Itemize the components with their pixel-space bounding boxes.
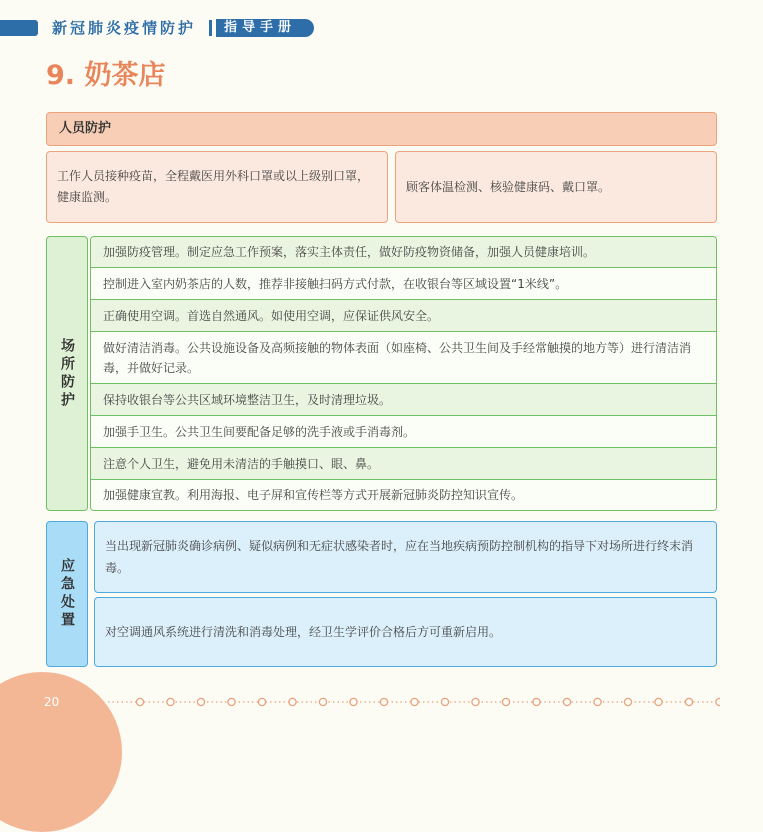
venue-section-label (46, 236, 88, 511)
list-item-text: 保持收银台等公共区域环境整洁卫生，及时清理垃圾。 (103, 392, 392, 407)
header-divider (209, 20, 212, 36)
emergency-item-ventilation (94, 597, 717, 667)
personnel-section-heading: 人员防护 (46, 112, 717, 146)
list-item (91, 332, 716, 384)
list-item-text: 控制进入室内奶茶店的人数，推荐非接触扫码方式付款，在收银台等区域设置“1米线”。 (103, 276, 568, 291)
footer-dot (533, 698, 540, 705)
footer-dot (502, 698, 509, 705)
list-item (91, 237, 716, 268)
page-number: 20 (44, 695, 60, 709)
footer-dot (411, 698, 418, 705)
list-item-text: 对空调通风系统进行清洗和消毒处理，经卫生学评价合格后方可重新启用。 (105, 625, 502, 639)
footer-dot (258, 698, 265, 705)
venue-label-text: 场所防护 (59, 337, 75, 410)
page-number-circle (0, 672, 122, 832)
footer-dot (319, 698, 326, 705)
page-title: 9. 奶茶店 (46, 60, 166, 91)
list-item-text: 注意个人卫生，避免用未清洁的手触摸口、眼、鼻。 (103, 456, 380, 471)
list-item-text: 当出现新冠肺炎确诊病例、疑似病例和无症状感染者时，应在当地疾病预防控制机构的指导下对场所进行终末消毒。 (105, 539, 694, 575)
header-accent-bar (0, 20, 38, 36)
footer-dot (716, 698, 720, 705)
footer-dot (289, 698, 296, 705)
list-item-text: 加强健康宣教。利用海报、电子屏和宣传栏等方式开展新冠肺炎防控知识宣传。 (103, 488, 524, 502)
footer-dot (624, 698, 631, 705)
list-item-text: 加强防疫管理。制定应急工作预案，落实主体责任，做好防疫物资储备，加强人员健康培训。 (103, 245, 596, 259)
list-item (91, 384, 716, 416)
list-item (91, 448, 716, 480)
header-title: 新冠肺炎疫情防护 (52, 19, 197, 37)
emergency-label-text: 应急处置 (59, 558, 75, 630)
personnel-staff-text (46, 151, 388, 223)
footer-dot (441, 698, 448, 705)
footer-dot (350, 698, 357, 705)
footer-dot (197, 698, 204, 705)
venue-measures-list (90, 236, 717, 511)
list-item-text: 加强手卫生。公共卫生间要配备足够的洗手液或手消毒剂。 (103, 424, 416, 439)
header-badge: 指导手册 (216, 19, 314, 37)
footer-dot (167, 698, 174, 705)
emergency-item-disinfection (94, 521, 717, 593)
list-item (91, 300, 716, 332)
customer-protection-text: 顾客体温检测、核验健康码、戴口罩。 (406, 179, 611, 194)
footer-dot (472, 698, 479, 705)
footer-dot (380, 698, 387, 705)
list-item (91, 268, 716, 300)
footer-dot (136, 698, 143, 705)
footer-dot (563, 698, 570, 705)
footer-dotted-line (108, 693, 720, 711)
emergency-section-label (46, 521, 88, 667)
list-item (91, 480, 716, 510)
list-item (91, 416, 716, 448)
footer-dot (594, 698, 601, 705)
footer-dot (685, 698, 692, 705)
footer-dot (655, 698, 662, 705)
personnel-customer-text (395, 151, 717, 223)
list-item-text: 做好清洁消毒。公共设施设备及高频接触的物体表面（如座椅、公共卫生间及手经常触摸的地方等）进行清洁消毒，并做好记录。 (103, 340, 692, 375)
list-item-text: 正确使用空调。首选自然通风。如使用空调，应保证供风安全。 (103, 308, 440, 323)
footer-dot (228, 698, 235, 705)
staff-protection-text: 工作人员接种疫苗，全程戴医用外科口罩或以上级别口罩，健康监测。 (57, 169, 370, 204)
